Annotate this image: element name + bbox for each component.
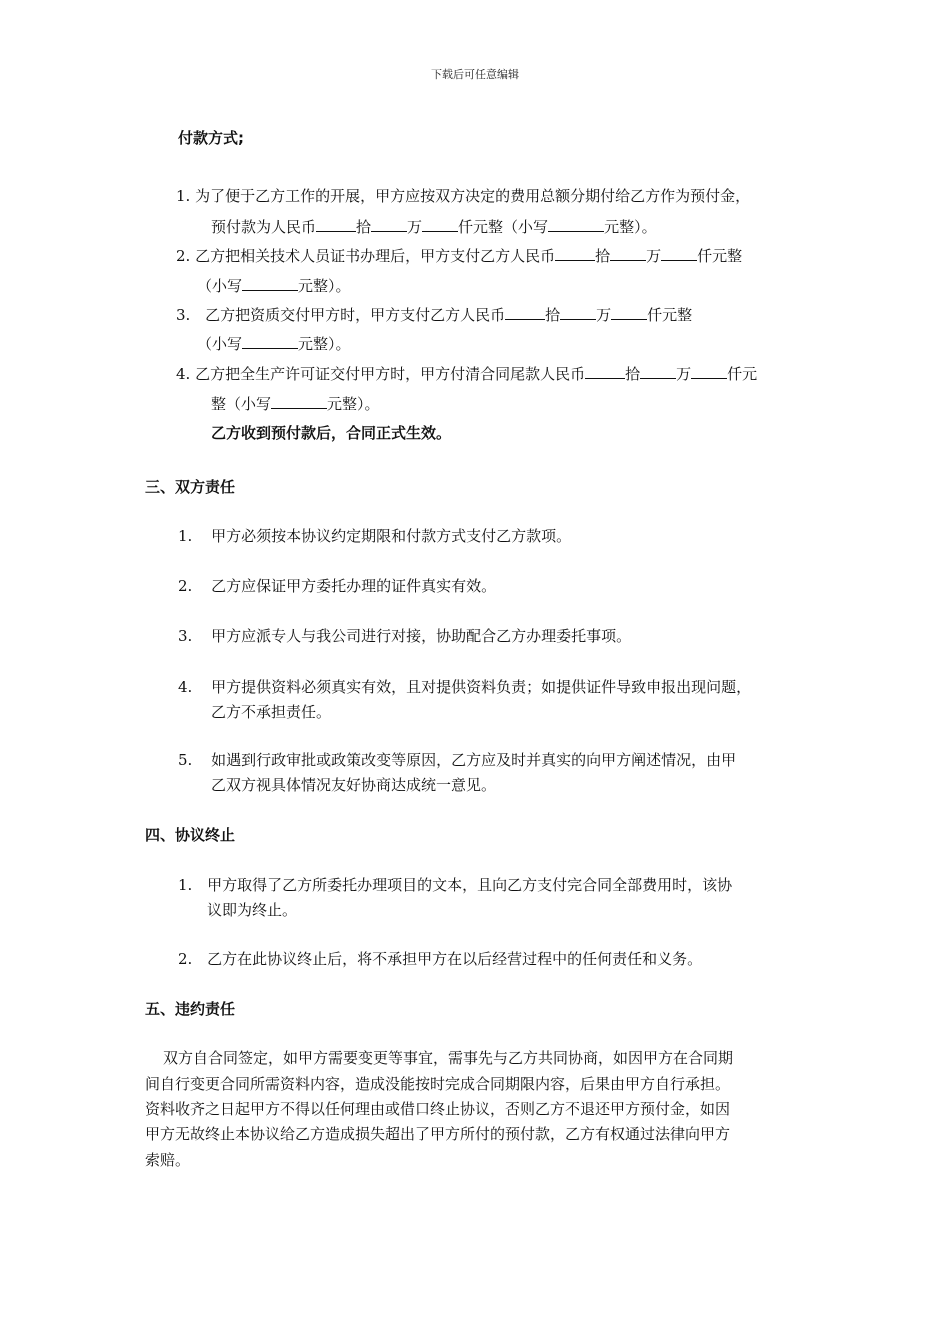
list-item [178, 677, 751, 697]
blank-field [555, 245, 595, 261]
item-text: 甲方必须按本协议约定期限和付款方式支付乙方款项。 [211, 527, 572, 545]
blank-field [371, 216, 407, 232]
blank-field [422, 216, 458, 232]
payment-item-3 [176, 304, 692, 325]
item-number: 3. [178, 627, 193, 645]
list-item [178, 626, 631, 646]
page-header: 下载后可任意编辑 [431, 68, 519, 81]
blank-field [548, 216, 604, 232]
payment-item-4 [176, 363, 757, 384]
item-text: 乙方在此协议终止后，将不承担甲方在以后经营过程中的任何责任和义务。 [207, 950, 703, 968]
item-text: 乙方把相关技术人员证书办理后，甲方支付乙方人民币 [195, 247, 556, 265]
list-item [178, 949, 702, 969]
item-text: 仟元整 [697, 247, 743, 265]
blank-field [585, 363, 625, 379]
list-item [178, 526, 571, 546]
item-text: 元整）。 [327, 395, 380, 413]
list-item-cont: 议即为终止。 [207, 901, 298, 919]
blank-field [316, 216, 356, 232]
item-text: 乙方应保证甲方委托办理的证件真实有效。 [211, 577, 497, 595]
item-text: 拾 [625, 365, 641, 383]
paragraph-line: 双方自合同签定，如甲方需要变更等事宜，需事先与乙方共同协商，如因甲方在合同期 [163, 1049, 734, 1067]
item-text: 万 [676, 365, 692, 383]
item-text: 乙方把全生产许可证交付甲方时，甲方付清合同尾款人民币 [195, 365, 586, 383]
item-text: 整（小写 [211, 395, 272, 413]
item-text: （小写 [197, 277, 243, 295]
item-number: 2. [178, 577, 193, 595]
list-item-cont: 乙方不承担责任。 [211, 703, 332, 721]
item-text: 元整）。 [604, 218, 657, 236]
payment-item-3-cont [197, 333, 351, 354]
item-text: 万 [646, 247, 662, 265]
blank-field [640, 363, 676, 379]
item-text: 万 [596, 306, 612, 324]
blank-field [242, 275, 298, 291]
item-text: 拾 [595, 247, 611, 265]
item-text: 甲方应派专人与我公司进行对接，协助配合乙方办理委托事项。 [211, 627, 632, 645]
item-text: 拾 [545, 306, 561, 324]
item-number: 5. [178, 751, 193, 769]
item-text: 甲方提供资料必须真实有效，且对提供资料负责；如提供证件导致申报出现问题， [211, 678, 752, 696]
item-text: 拾 [356, 218, 372, 236]
payment-item-1 [176, 186, 750, 206]
item-text: 仟元整 [647, 306, 693, 324]
blank-field [610, 245, 646, 261]
list-item [178, 576, 496, 596]
blank-field [661, 245, 697, 261]
item-number: 2. [176, 247, 191, 265]
section-3-title: 三、双方责任 [145, 478, 236, 496]
payment-title: 付款方式; [178, 129, 244, 147]
section-5-title: 五、违约责任 [145, 1000, 236, 1018]
paragraph-line: 甲方无故终止本协议给乙方造成损失超出了甲方所付的预付款，乙方有权通过法律向甲方 [145, 1125, 731, 1143]
payment-item-1-cont [211, 216, 657, 237]
item-number: 1. [178, 527, 193, 545]
item-text: （小写 [197, 335, 243, 353]
item-number: 1. [178, 876, 193, 894]
list-item [178, 750, 736, 770]
item-text: 乙方把资质交付甲方时，甲方支付乙方人民币 [205, 306, 506, 324]
item-number: 3. [176, 306, 191, 324]
item-number: 4. [178, 678, 193, 696]
payment-item-2 [176, 245, 742, 266]
item-text: 如遇到行政审批或政策改变等原因，乙方应及时并真实的向甲方阐述情况，由甲 [211, 751, 737, 769]
blank-field [242, 333, 298, 349]
item-number: 4. [176, 365, 191, 383]
blank-field [691, 363, 727, 379]
item-text: 为了便于乙方工作的开展，甲方应按双方决定的费用总额分期付给乙方作为预付金， [195, 187, 751, 205]
blank-field [560, 304, 596, 320]
paragraph-line: 间自行变更合同所需资料内容，造成没能按时完成合同期限内容，后果由甲方自行承担。 [145, 1075, 731, 1093]
item-number: 1. [176, 187, 191, 205]
item-text: 甲方取得了乙方所委托办理项目的文本，且向乙方支付完合同全部费用时，该协 [207, 876, 733, 894]
blank-field [611, 304, 647, 320]
payment-item-4-cont [211, 393, 380, 414]
list-item [178, 875, 732, 895]
paragraph-line: 资料收齐之日起甲方不得以任何理由或借口终止协议，否则乙方不退还甲方预付金，如因 [145, 1100, 731, 1118]
payment-item-2-cont [197, 275, 351, 296]
item-text: 元整）。 [298, 335, 351, 353]
effective-note: 乙方收到预付款后，合同正式生效。 [211, 424, 452, 442]
blank-field [505, 304, 545, 320]
item-text: 仟元整（小写 [458, 218, 549, 236]
item-number: 2. [178, 950, 193, 968]
paragraph-line: 索赔。 [145, 1151, 191, 1169]
item-text: 万 [407, 218, 423, 236]
item-text: 预付款为人民币 [211, 218, 317, 236]
blank-field [271, 393, 327, 409]
section-4-title: 四、协议终止 [145, 826, 236, 844]
list-item-cont: 乙双方视具体情况友好协商达成统一意见。 [211, 776, 497, 794]
item-text: 仟元 [727, 365, 758, 383]
item-text: 元整）。 [298, 277, 351, 295]
